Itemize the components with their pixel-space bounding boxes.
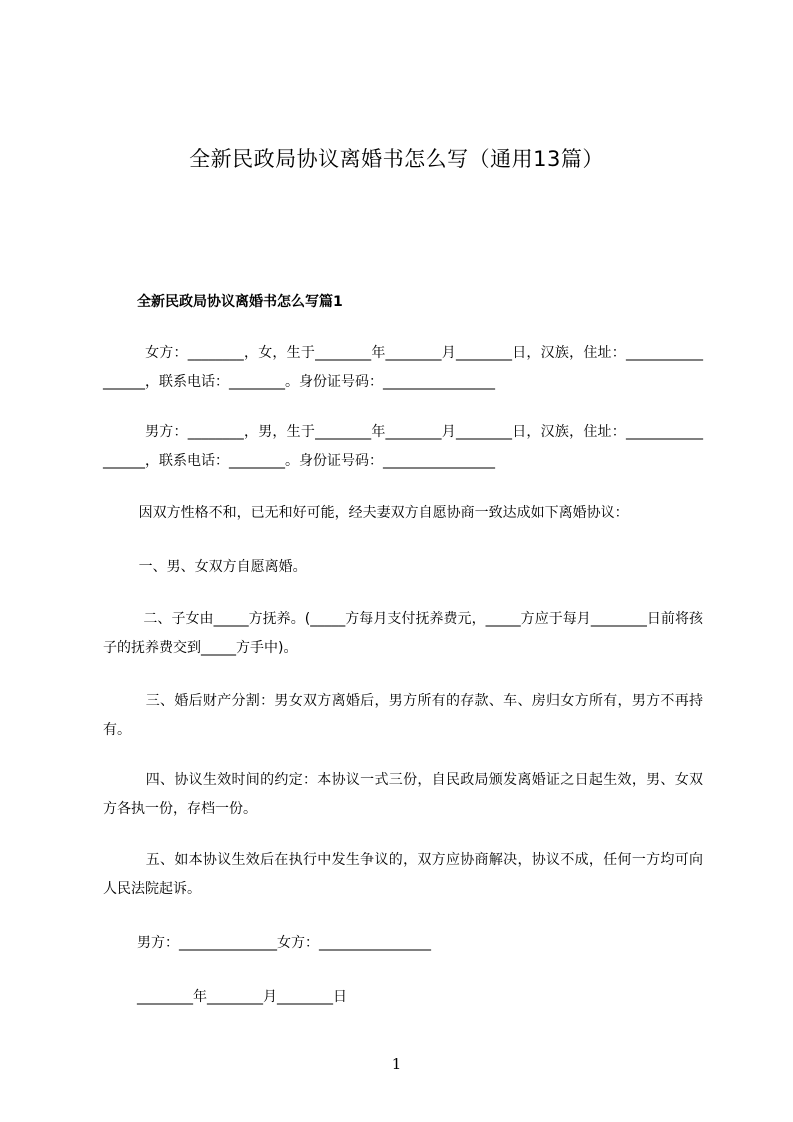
section-title: 全新民政局协议离婚书怎么写篇1 [137, 294, 343, 310]
woman-info-paragraph: 女方：________，女，生于________年________月________日，汉族，住址：_________________，联系电话：________。身份证号码：________________ [103, 345, 704, 390]
clause-4-paragraph: 四、协议生效时间的约定：本协议一式三份，自民政局颁发离婚证之日起生效，男、女双方各执一份，存档一份。 [103, 772, 704, 817]
clause-2-paragraph: 二、子女由_____方抚养。(_____方每月支付抚养费元，_____方应于每月________日前将孩子的抚养费交到_____方手中)。 [103, 611, 703, 656]
date-line: ________年________月________日 [137, 989, 347, 1005]
clause-3-paragraph: 三、婚后财产分割：男女双方离婚后，男方所有的存款、车、房归女方所有，男方不再持有。 [103, 693, 704, 738]
document-title: 全新民政局协议离婚书怎么写（通用13篇） [189, 147, 604, 171]
signature-line: 男方：______________女方：________________ [137, 935, 431, 951]
reason-paragraph: 因双方性格不和，已无和好可能，经夫妻双方自愿协商一致达成如下离婚协议： [103, 505, 629, 521]
clause-1-paragraph: 一、男、女双方自愿离婚。 [103, 559, 307, 575]
man-info-paragraph: 男方：________，男，生于________年________月________日，汉族，住址：_________________，联系电话：________。身份证号码：________________ [103, 424, 704, 469]
clause-5-paragraph: 五、如本协议生效后在执行中发生争议的，双方应协商解决，协议不成，任何一方均可向人民法院起诉。 [103, 852, 704, 897]
page-number: 1 [391, 1055, 402, 1073]
